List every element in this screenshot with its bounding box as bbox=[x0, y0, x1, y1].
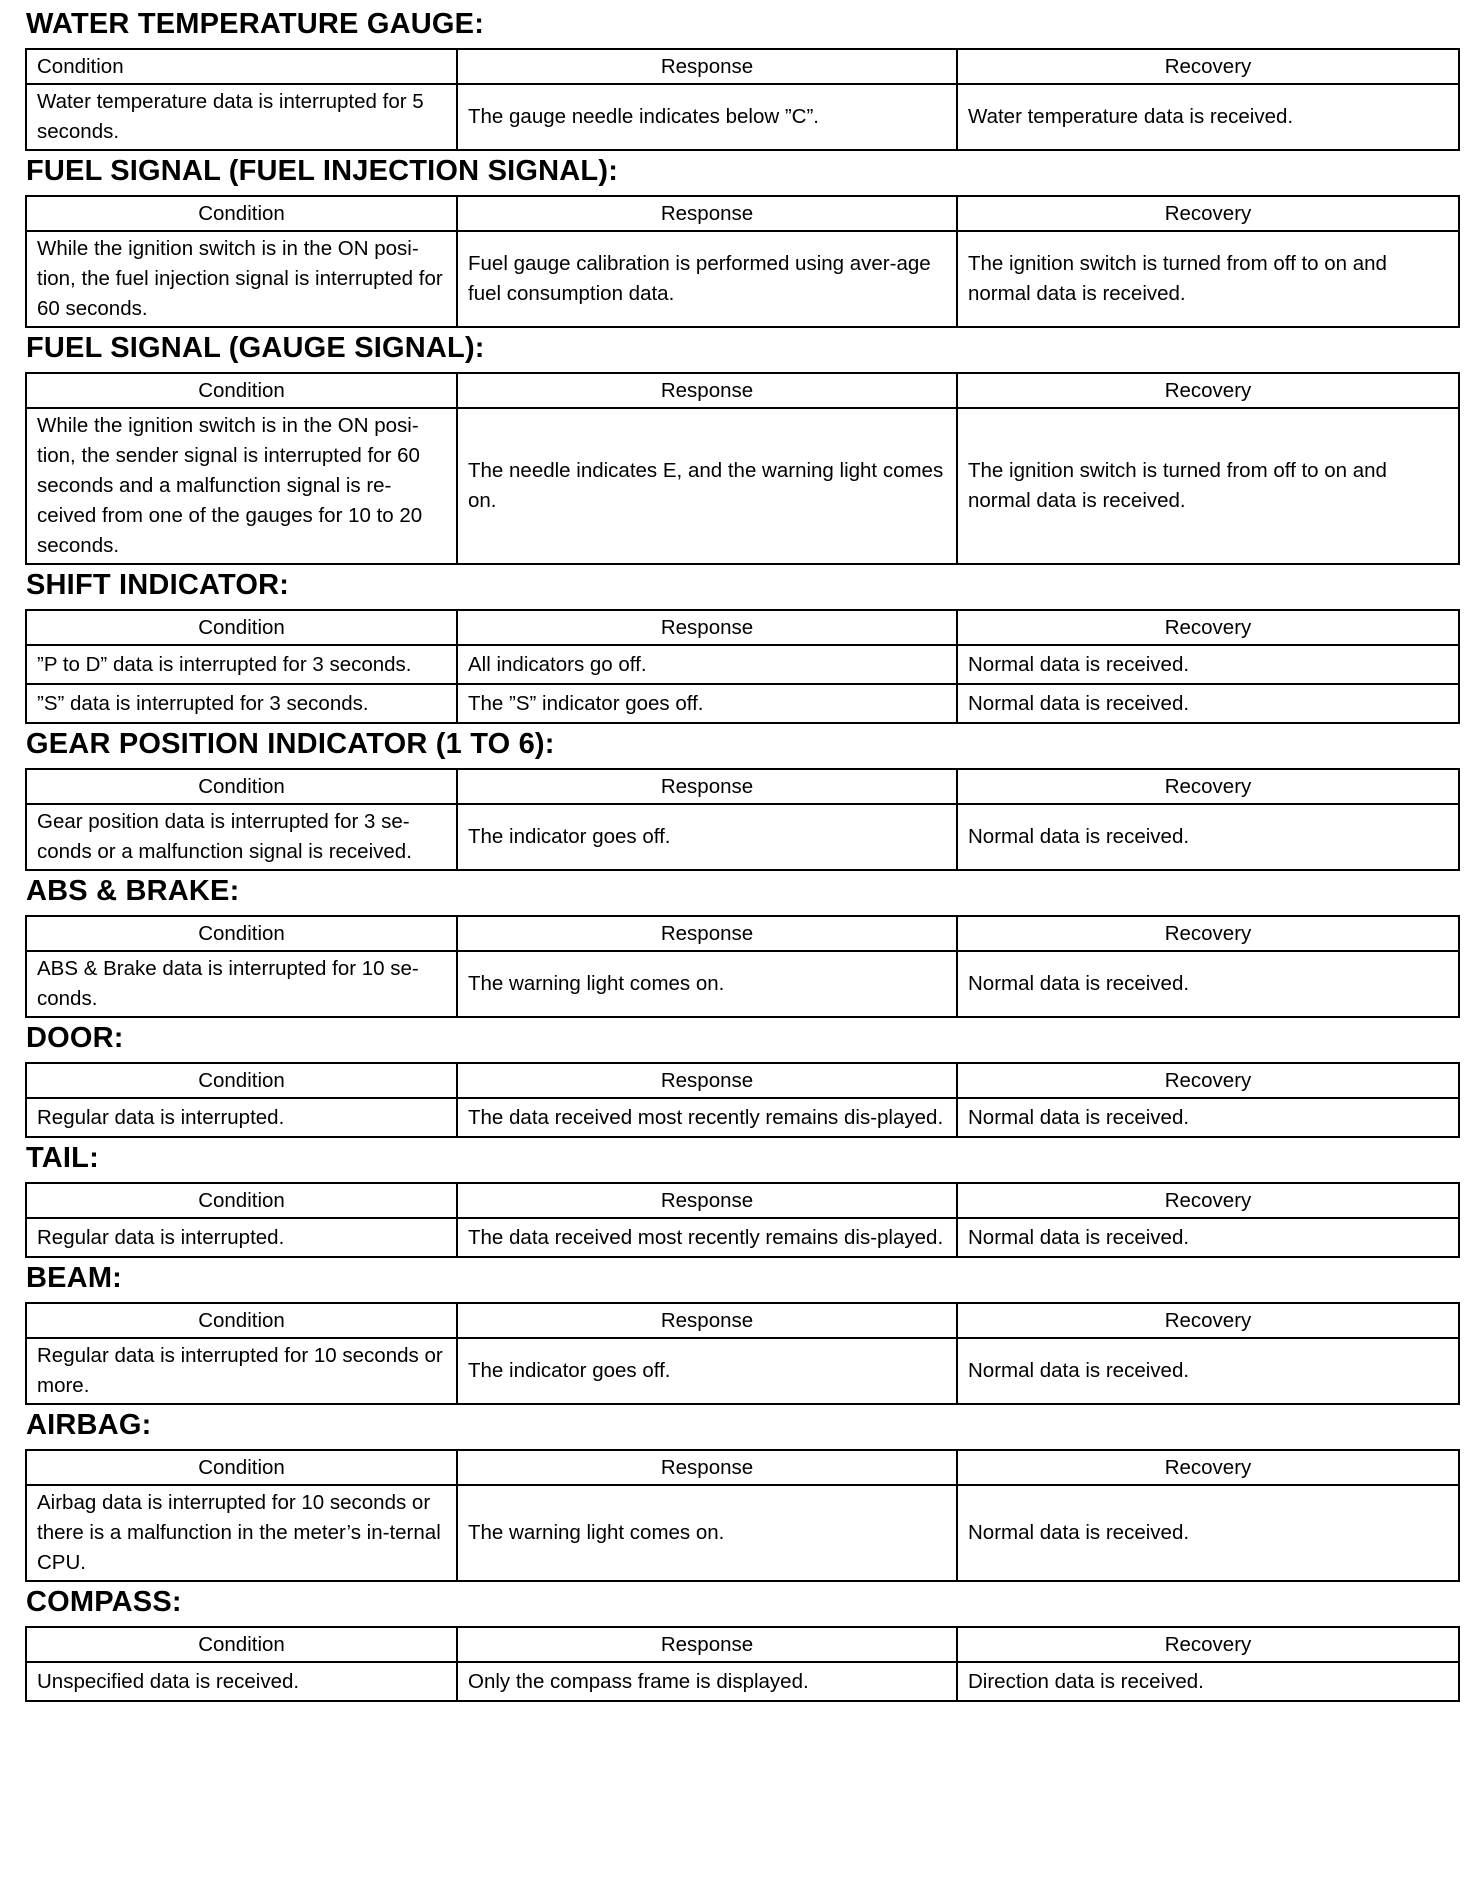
table-header-row bbox=[26, 1063, 1459, 1098]
section-door bbox=[25, 1020, 1460, 1138]
response-cell: The data received most recently remains dis-played. bbox=[457, 1098, 957, 1137]
column-header-response: Response bbox=[457, 916, 957, 951]
column-header-recovery: Recovery bbox=[957, 769, 1459, 804]
column-header-response: Response bbox=[457, 769, 957, 804]
section-title: BEAM: bbox=[26, 1262, 123, 1294]
condition-cell: Airbag data is interrupted for 10 seconds or there is a malfunction in the meter’s in-ternal CPU. bbox=[26, 1485, 457, 1581]
spec-table bbox=[25, 195, 1460, 328]
condition-cell: Regular data is interrupted. bbox=[26, 1218, 457, 1257]
section-airbag bbox=[25, 1407, 1460, 1582]
section-title: FUEL SIGNAL (FUEL INJECTION SIGNAL): bbox=[26, 155, 619, 187]
section-shift-indicator bbox=[25, 567, 1460, 724]
table-row bbox=[26, 684, 1459, 723]
table-header-row bbox=[26, 916, 1459, 951]
spec-table bbox=[25, 372, 1460, 565]
condition-cell: While the ignition switch is in the ON posi-tion, the sender signal is interrupted for 60 seconds and a malfunction signal is re-ceived from one of the gauges for 10 to 20 seconds. bbox=[26, 408, 457, 564]
section-title: ABS & BRAKE: bbox=[26, 875, 240, 907]
condition-cell: ABS & Brake data is interrupted for 10 se-conds. bbox=[26, 951, 457, 1017]
spec-table bbox=[25, 1302, 1460, 1405]
table-row bbox=[26, 1338, 1459, 1404]
recovery-cell: The ignition switch is turned from off to on and normal data is received. bbox=[957, 408, 1459, 564]
document bbox=[25, 6, 1460, 1704]
spec-table bbox=[25, 48, 1460, 151]
condition-cell: Gear position data is interrupted for 3 se-conds or a malfunction signal is received. bbox=[26, 804, 457, 870]
table-row bbox=[26, 1098, 1459, 1137]
response-cell: Fuel gauge calibration is performed using aver-age fuel consumption data. bbox=[457, 231, 957, 327]
column-header-response: Response bbox=[457, 1303, 957, 1338]
column-header-condition: Condition bbox=[26, 1063, 457, 1098]
table-row bbox=[26, 1218, 1459, 1257]
response-cell: All indicators go off. bbox=[457, 645, 957, 684]
section-gear-position-indicator-1-to-6 bbox=[25, 726, 1460, 871]
table-row bbox=[26, 951, 1459, 1017]
recovery-cell: Normal data is received. bbox=[957, 645, 1459, 684]
recovery-cell: Normal data is received. bbox=[957, 1485, 1459, 1581]
condition-cell: Regular data is interrupted for 10 seconds or more. bbox=[26, 1338, 457, 1404]
table-row bbox=[26, 804, 1459, 870]
table-row bbox=[26, 1485, 1459, 1581]
condition-cell: Regular data is interrupted. bbox=[26, 1098, 457, 1137]
section-title: GEAR POSITION INDICATOR (1 TO 6): bbox=[26, 728, 555, 760]
column-header-response: Response bbox=[457, 373, 957, 408]
section-beam bbox=[25, 1260, 1460, 1405]
response-cell: The warning light comes on. bbox=[457, 1485, 957, 1581]
table-header-row bbox=[26, 373, 1459, 408]
spec-table bbox=[25, 1626, 1460, 1702]
column-header-recovery: Recovery bbox=[957, 1627, 1459, 1662]
response-cell: The gauge needle indicates below ”C”. bbox=[457, 84, 957, 150]
column-header-condition: Condition bbox=[26, 1450, 457, 1485]
recovery-cell: Normal data is received. bbox=[957, 684, 1459, 723]
section-title: DOOR: bbox=[26, 1022, 124, 1054]
condition-cell: ”P to D” data is interrupted for 3 seconds. bbox=[26, 645, 457, 684]
spec-table bbox=[25, 768, 1460, 871]
section-title: AIRBAG: bbox=[26, 1409, 152, 1441]
column-header-recovery: Recovery bbox=[957, 1183, 1459, 1218]
table-header-row bbox=[26, 1303, 1459, 1338]
column-header-condition: Condition bbox=[26, 1183, 457, 1218]
section-abs-brake bbox=[25, 873, 1460, 1018]
recovery-cell: Direction data is received. bbox=[957, 1662, 1459, 1701]
column-header-recovery: Recovery bbox=[957, 1450, 1459, 1485]
table-row bbox=[26, 84, 1459, 150]
column-header-response: Response bbox=[457, 1063, 957, 1098]
column-header-response: Response bbox=[457, 49, 957, 84]
table-row bbox=[26, 645, 1459, 684]
section-compass bbox=[25, 1584, 1460, 1702]
column-header-condition: Condition bbox=[26, 373, 457, 408]
table-header-row bbox=[26, 1450, 1459, 1485]
response-cell: The data received most recently remains dis-played. bbox=[457, 1218, 957, 1257]
column-header-recovery: Recovery bbox=[957, 196, 1459, 231]
response-cell: The ”S” indicator goes off. bbox=[457, 684, 957, 723]
response-cell: The warning light comes on. bbox=[457, 951, 957, 1017]
column-header-condition: Condition bbox=[26, 49, 457, 84]
column-header-recovery: Recovery bbox=[957, 1063, 1459, 1098]
table-header-row bbox=[26, 196, 1459, 231]
response-cell: Only the compass frame is displayed. bbox=[457, 1662, 957, 1701]
column-header-condition: Condition bbox=[26, 1303, 457, 1338]
section-fuel-signal-fuel-injection-signal bbox=[25, 153, 1460, 328]
spec-table bbox=[25, 609, 1460, 724]
response-cell: The needle indicates E, and the warning light comes on. bbox=[457, 408, 957, 564]
column-header-recovery: Recovery bbox=[957, 373, 1459, 408]
table-header-row bbox=[26, 1183, 1459, 1218]
condition-cell: Water temperature data is interrupted for 5 seconds. bbox=[26, 84, 457, 150]
recovery-cell: Normal data is received. bbox=[957, 1098, 1459, 1137]
column-header-recovery: Recovery bbox=[957, 1303, 1459, 1338]
condition-cell: Unspecified data is received. bbox=[26, 1662, 457, 1701]
table-row bbox=[26, 408, 1459, 564]
section-title: FUEL SIGNAL (GAUGE SIGNAL): bbox=[26, 332, 485, 364]
recovery-cell: Normal data is received. bbox=[957, 951, 1459, 1017]
recovery-cell: Normal data is received. bbox=[957, 1218, 1459, 1257]
table-header-row bbox=[26, 769, 1459, 804]
column-header-condition: Condition bbox=[26, 1627, 457, 1662]
spec-table bbox=[25, 1449, 1460, 1582]
recovery-cell: Normal data is received. bbox=[957, 804, 1459, 870]
recovery-cell: The ignition switch is turned from off to on and normal data is received. bbox=[957, 231, 1459, 327]
section-title: COMPASS: bbox=[26, 1586, 182, 1618]
section-fuel-signal-gauge-signal bbox=[25, 330, 1460, 565]
response-cell: The indicator goes off. bbox=[457, 804, 957, 870]
table-row bbox=[26, 1662, 1459, 1701]
section-tail bbox=[25, 1140, 1460, 1258]
condition-cell: ”S” data is interrupted for 3 seconds. bbox=[26, 684, 457, 723]
table-header-row bbox=[26, 610, 1459, 645]
column-header-condition: Condition bbox=[26, 610, 457, 645]
table-header-row bbox=[26, 1627, 1459, 1662]
column-header-response: Response bbox=[457, 610, 957, 645]
section-title: SHIFT INDICATOR: bbox=[26, 569, 290, 601]
table-header-row bbox=[26, 49, 1459, 84]
section-water-temperature-gauge bbox=[25, 6, 1460, 151]
column-header-recovery: Recovery bbox=[957, 610, 1459, 645]
section-title: WATER TEMPERATURE GAUGE: bbox=[26, 8, 485, 40]
condition-cell: While the ignition switch is in the ON posi-tion, the fuel injection signal is interrupted for 60 seconds. bbox=[26, 231, 457, 327]
response-cell: The indicator goes off. bbox=[457, 1338, 957, 1404]
column-header-condition: Condition bbox=[26, 916, 457, 951]
recovery-cell: Water temperature data is received. bbox=[957, 84, 1459, 150]
spec-table bbox=[25, 1062, 1460, 1138]
section-title: TAIL: bbox=[26, 1142, 99, 1174]
column-header-condition: Condition bbox=[26, 196, 457, 231]
table-row bbox=[26, 231, 1459, 327]
spec-table bbox=[25, 1182, 1460, 1258]
column-header-recovery: Recovery bbox=[957, 916, 1459, 951]
column-header-response: Response bbox=[457, 196, 957, 231]
column-header-recovery: Recovery bbox=[957, 49, 1459, 84]
recovery-cell: Normal data is received. bbox=[957, 1338, 1459, 1404]
spec-table bbox=[25, 915, 1460, 1018]
column-header-condition: Condition bbox=[26, 769, 457, 804]
column-header-response: Response bbox=[457, 1183, 957, 1218]
column-header-response: Response bbox=[457, 1450, 957, 1485]
column-header-response: Response bbox=[457, 1627, 957, 1662]
